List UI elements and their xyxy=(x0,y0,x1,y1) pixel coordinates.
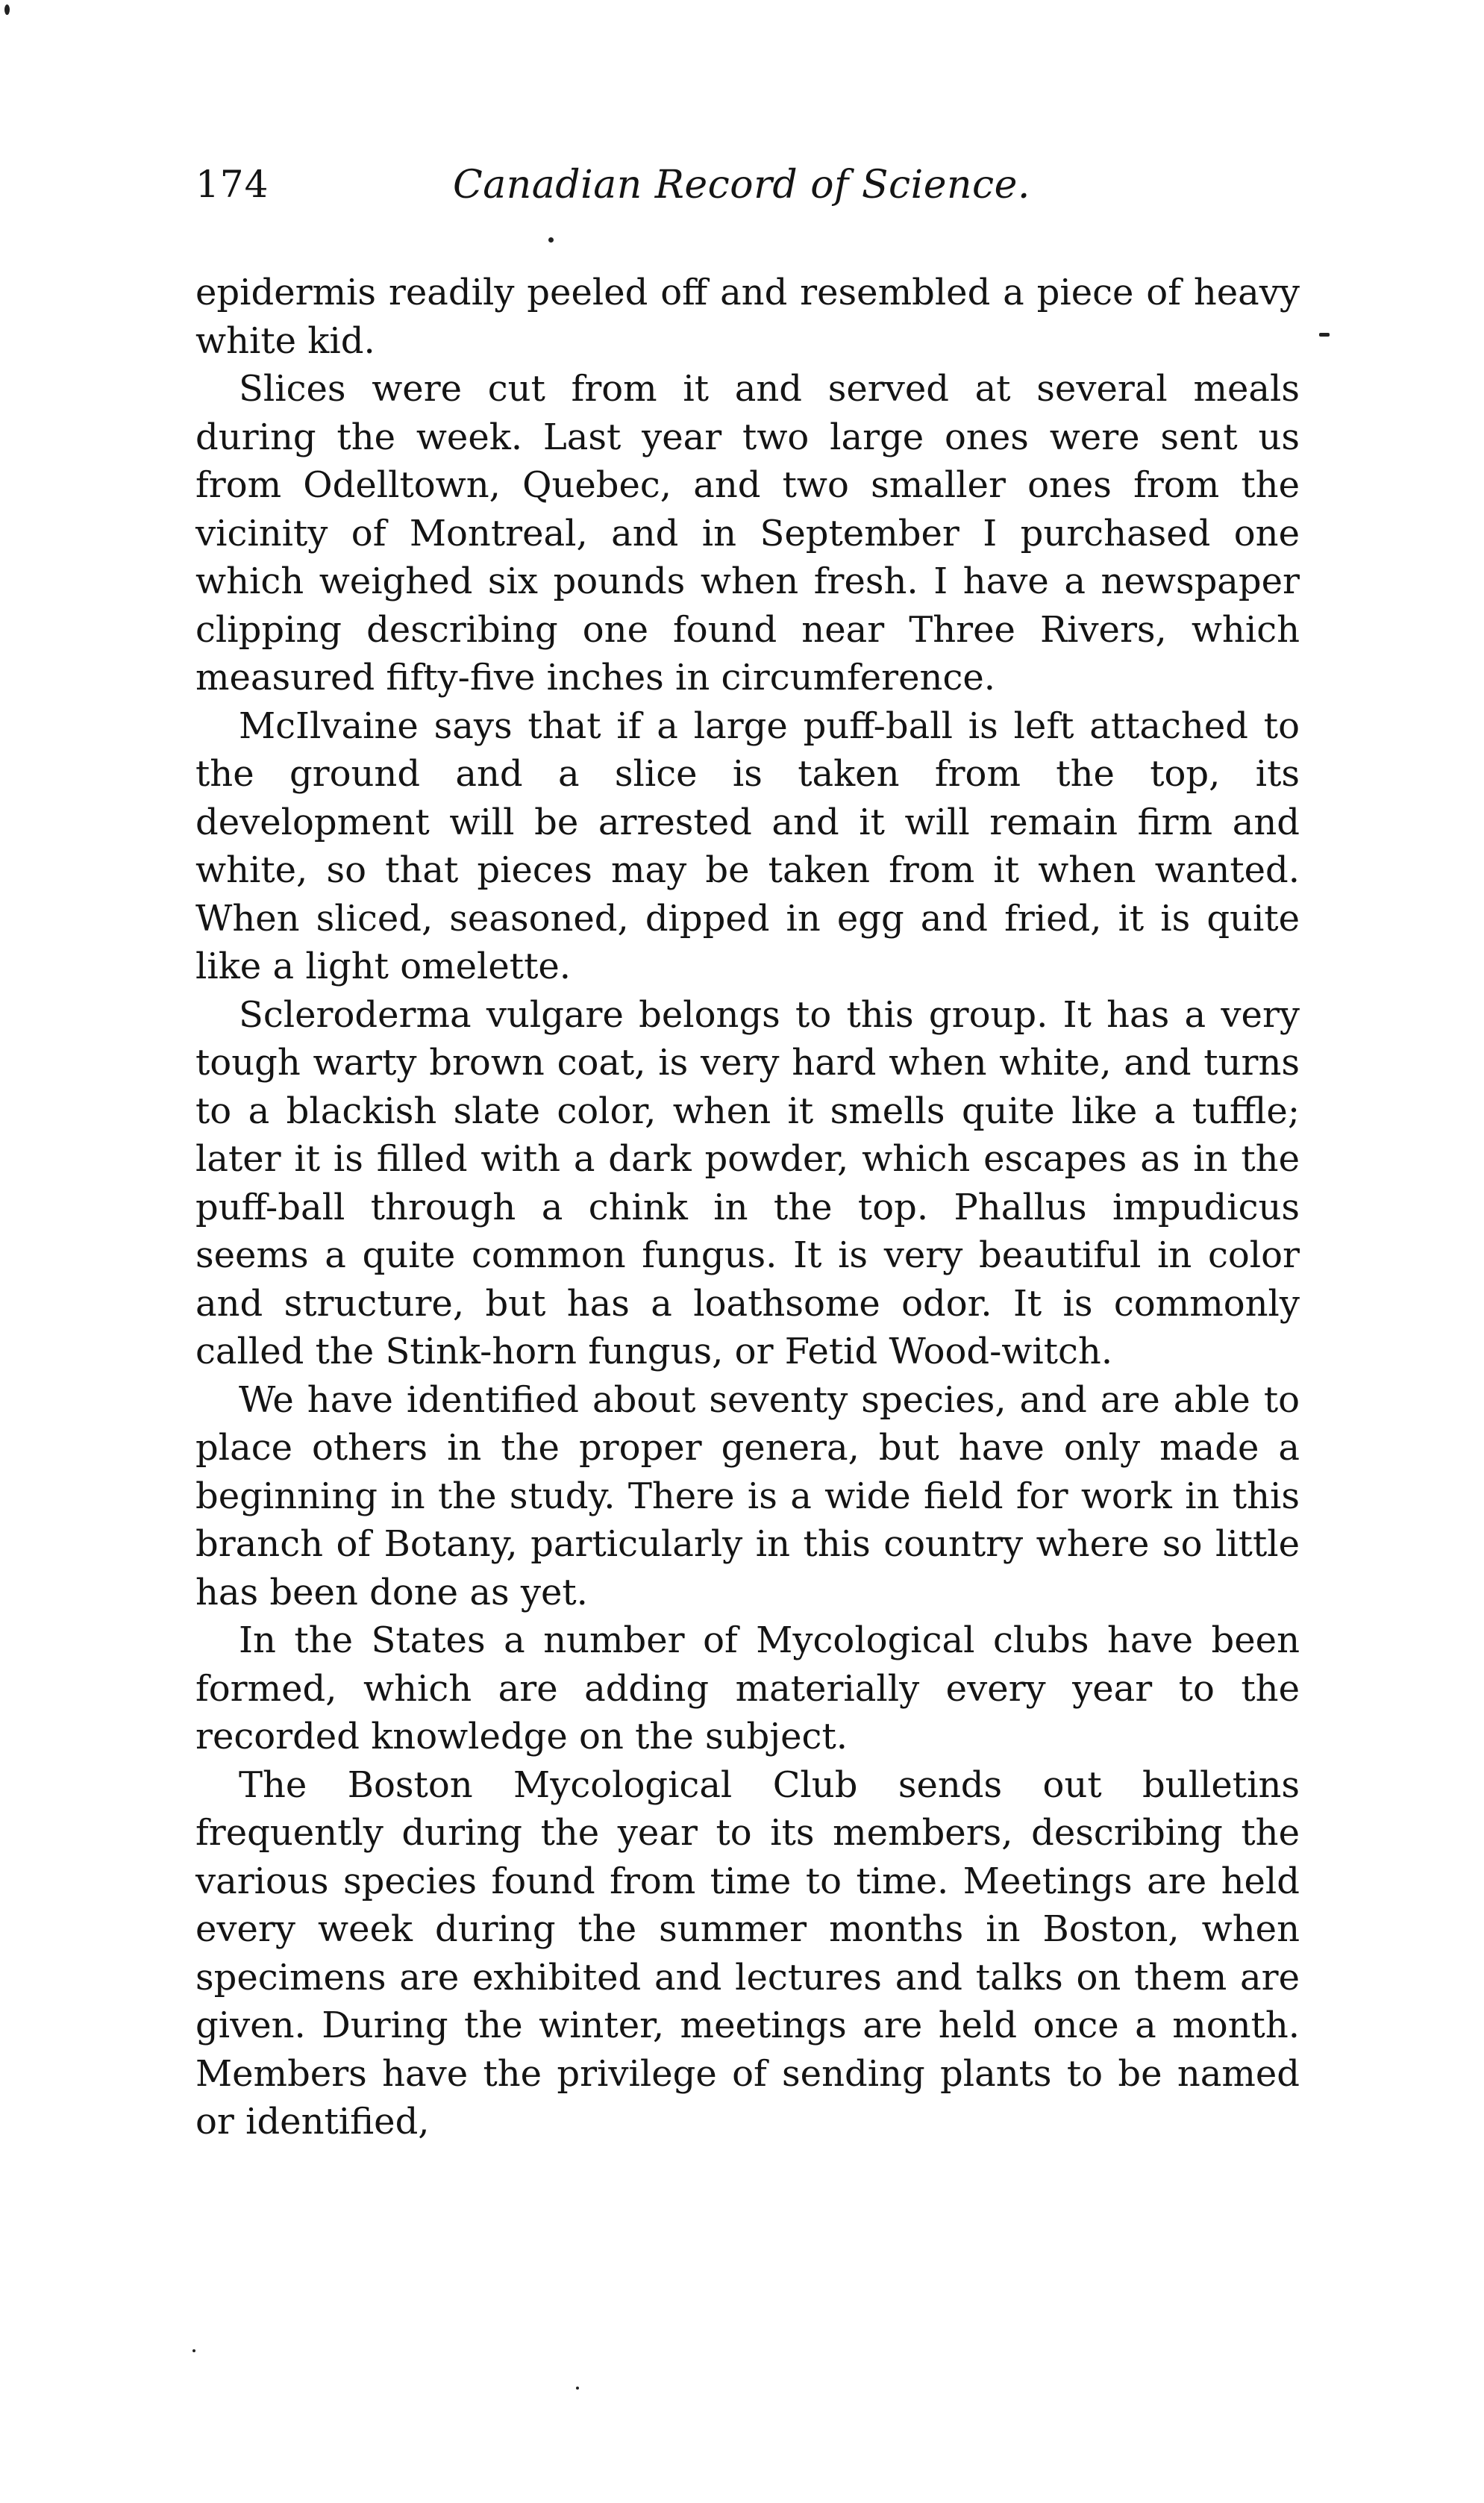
print-speck xyxy=(576,2387,579,2390)
page-number: 174 xyxy=(195,163,269,206)
paragraph-boston-club: The Boston Mycological Club sends out bulletins frequently during the year to its members, describing the various species found from time to time. Meetings are held every week during the summer months in Boston, when specimens are exhibited and lectures and talks on them are given. During the winter, meetings are held once a month. Members have the privilege of sending plants to be named or identified, xyxy=(195,1763,1300,2143)
paragraph-continuation: epidermis readily peeled off and resembled a piece of heavy white kid. xyxy=(195,272,1300,362)
paragraph-mcilvaine: McIlvaine says that if a large puff-ball is left attached to the ground and a slice is taken from the top, its development will be arrested and it will remain firm and white, so that pieces may be taken from it when wanted. When sliced, seasoned, dipped in egg and fried, it is quite like a light omelette. xyxy=(195,704,1300,987)
running-title: Canadian Record of Science. xyxy=(453,163,1030,207)
paragraph-mycological-clubs: In the States a number of Mycological clubs have been formed, which are adding materially every year to the recorded knowledge on the subject. xyxy=(195,1619,1300,1757)
margin-mark xyxy=(1319,333,1330,337)
print-speck xyxy=(4,4,10,15)
page-header xyxy=(195,163,1300,222)
paragraph-puffball-slices: Slices were cut from it and served at several meals during the week. Last year two large ones were sent us from Odelltown, Quebec, and two smaller ones from the vicinity of Montreal, and in September I purchased one which weighed six pounds when fresh. I have a newspaper clipping describing one found near Three Rivers, which measured fifty-five inches in circumference. xyxy=(195,368,1300,699)
paragraph-identified-species: We have identified about seventy species, and are able to place others in the proper genera, but have only made a beginning in the study. There is a wide field for work in this branch of Botany, particularly in this country where so little has been done as yet. xyxy=(195,1378,1300,1613)
body-text xyxy=(195,269,1300,2146)
print-speck xyxy=(548,237,554,243)
paragraph-scleroderma: Scleroderma vulgare belongs to this group. It has a very tough warty brown coat, is very hard when white, and turns to a blackish slate color, when it smells quite like a tuffle; later it is filled with a dark powder, which escapes as in the puff-ball through a chink in the top. Phallus impudicus seems a quite common fungus. It is very beautiful in color and structure, but has a loathsome odor. It is commonly called the Stink-horn fungus, or Fetid Wood-witch. xyxy=(195,993,1300,1372)
print-speck xyxy=(192,2349,195,2352)
